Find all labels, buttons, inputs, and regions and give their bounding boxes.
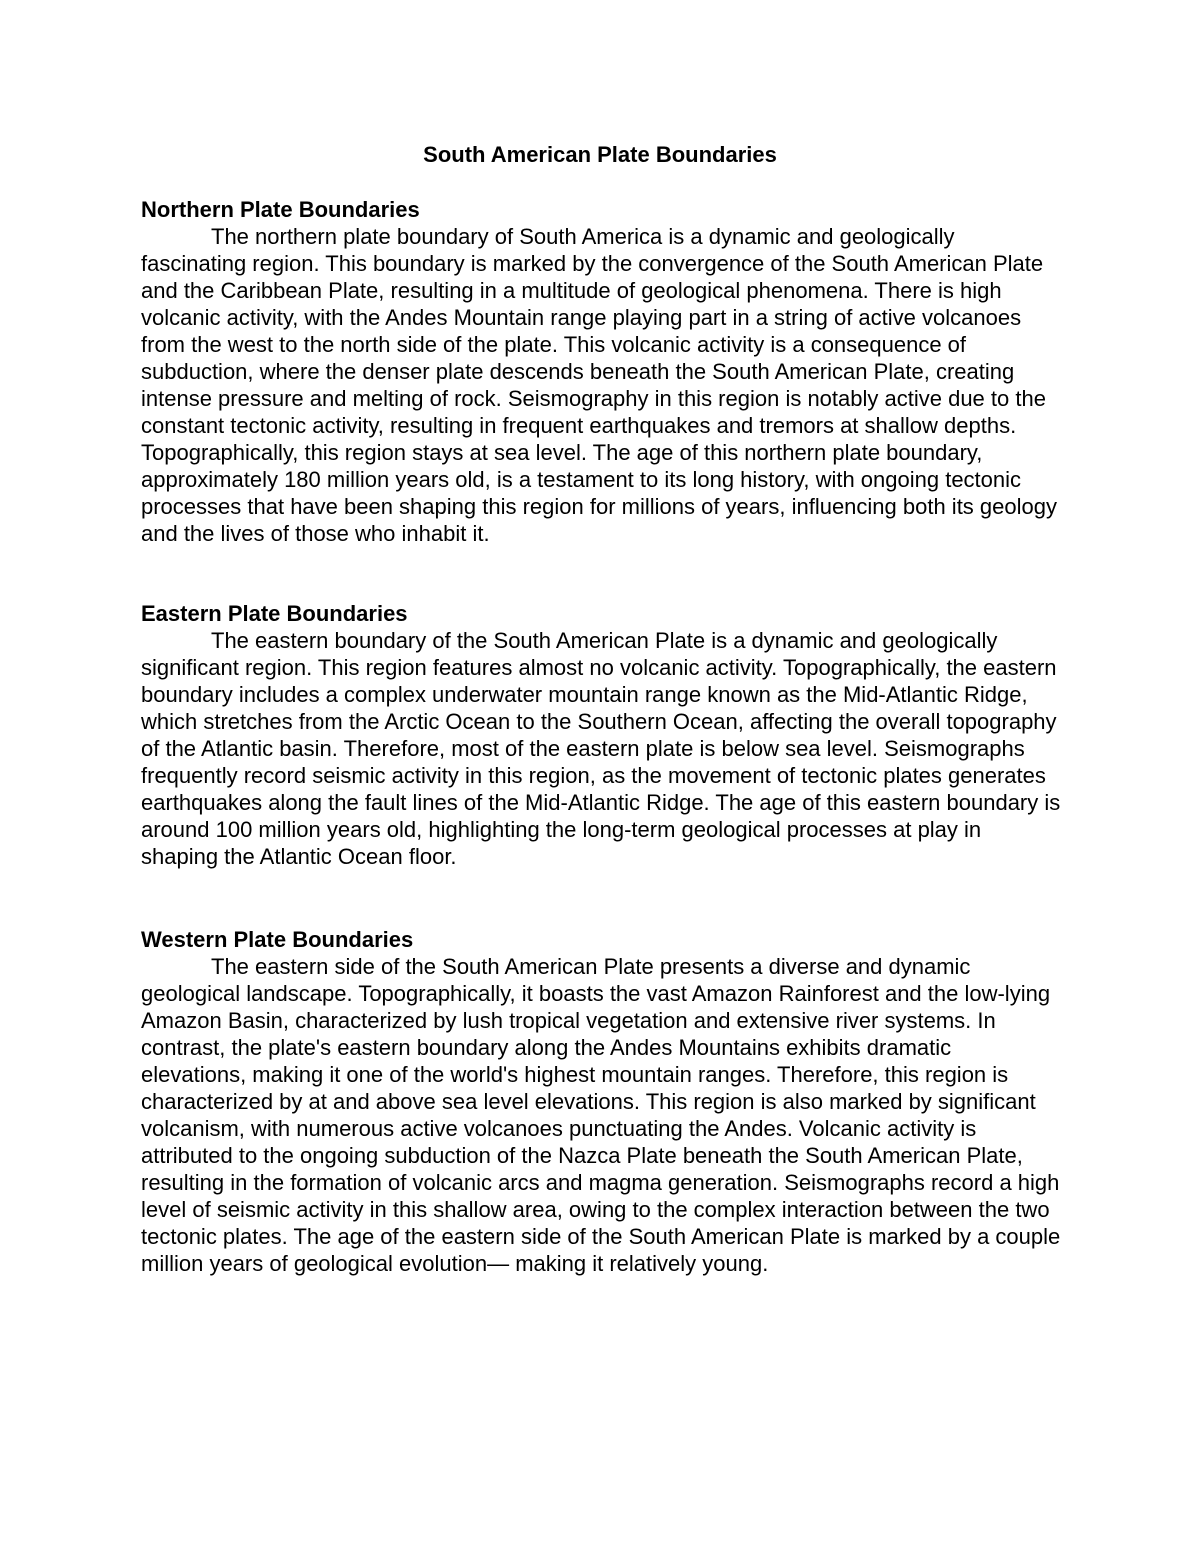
section-heading: Western Plate Boundaries	[141, 927, 414, 952]
section-paragraph: The northern plate boundary of South America is a dynamic and geologically fascinating region. This boundary is marked by the convergence of the South American Plate and the Caribbean Plate, resulting in a multitude of geological phenomena. There is high volcanic activity, with the Andes Mountain range playing part in a string of active volcanoes from the west to the north side of the plate. This volcanic activity is a consequence of subduction, where the denser plate descends beneath the South American Plate, creating intense pressure and melting of rock. Seismography in this region is notably active due to the constant tectonic activity, resulting in frequent earthquakes and tremors at shallow depths. Topographically, this region stays at sea level. The age of this northern plate boundary, approximately 180 million years old, is a testament to its long history, with ongoing tectonic processes that have been shaping this region for millions of years, influencing both its geology and the lives of those who inhabit it.	[141, 224, 1057, 546]
section-heading: Northern Plate Boundaries	[141, 197, 420, 222]
section-eastern-plate-boundaries	[141, 600, 1061, 870]
section-western-plate-boundaries	[141, 926, 1061, 1277]
section-northern-plate-boundaries	[141, 196, 1061, 547]
section-paragraph: The eastern side of the South American Plate presents a diverse and dynamic geological landscape. Topographically, it boasts the vast Amazon Rainforest and the low-lying Amazon Basin, characterized by lush tropical vegetation and extensive river systems. In contrast, the plate's eastern boundary along the Andes Mountains exhibits dramatic elevations, making it one of the world's highest mountain ranges. Therefore, this region is characterized by at and above sea level elevations. This region is also marked by significant volcanism, with numerous active volcanoes punctuating the Andes. Volcanic activity is attributed to the ongoing subduction of the Nazca Plate beneath the South American Plate, resulting in the formation of volcanic arcs and magma generation. Seismographs record a high level of seismic activity in this shallow area, owing to the complex interaction between the two tectonic plates. The age of the eastern side of the South American Plate is marked by a couple million years of geological evolution— making it relatively young.	[141, 954, 1061, 1276]
section-paragraph: The eastern boundary of the South American Plate is a dynamic and geologically significant region. This region features almost no volcanic activity. Topographically, the eastern boundary includes a complex underwater mountain range known as the Mid-Atlantic Ridge, which stretches from the Arctic Ocean to the Southern Ocean, affecting the overall topography of the Atlantic basin. Therefore, most of the eastern plate is below sea level. Seismographs frequently record seismic activity in this region, as the movement of tectonic plates generates earthquakes along the fault lines of the Mid-Atlantic Ridge. The age of this eastern boundary is around 100 million years old, highlighting the long-term geological processes at play in shaping the Atlantic Ocean floor.	[141, 628, 1061, 869]
document-title: South American Plate Boundaries	[423, 142, 777, 167]
section-heading: Eastern Plate Boundaries	[141, 601, 408, 626]
